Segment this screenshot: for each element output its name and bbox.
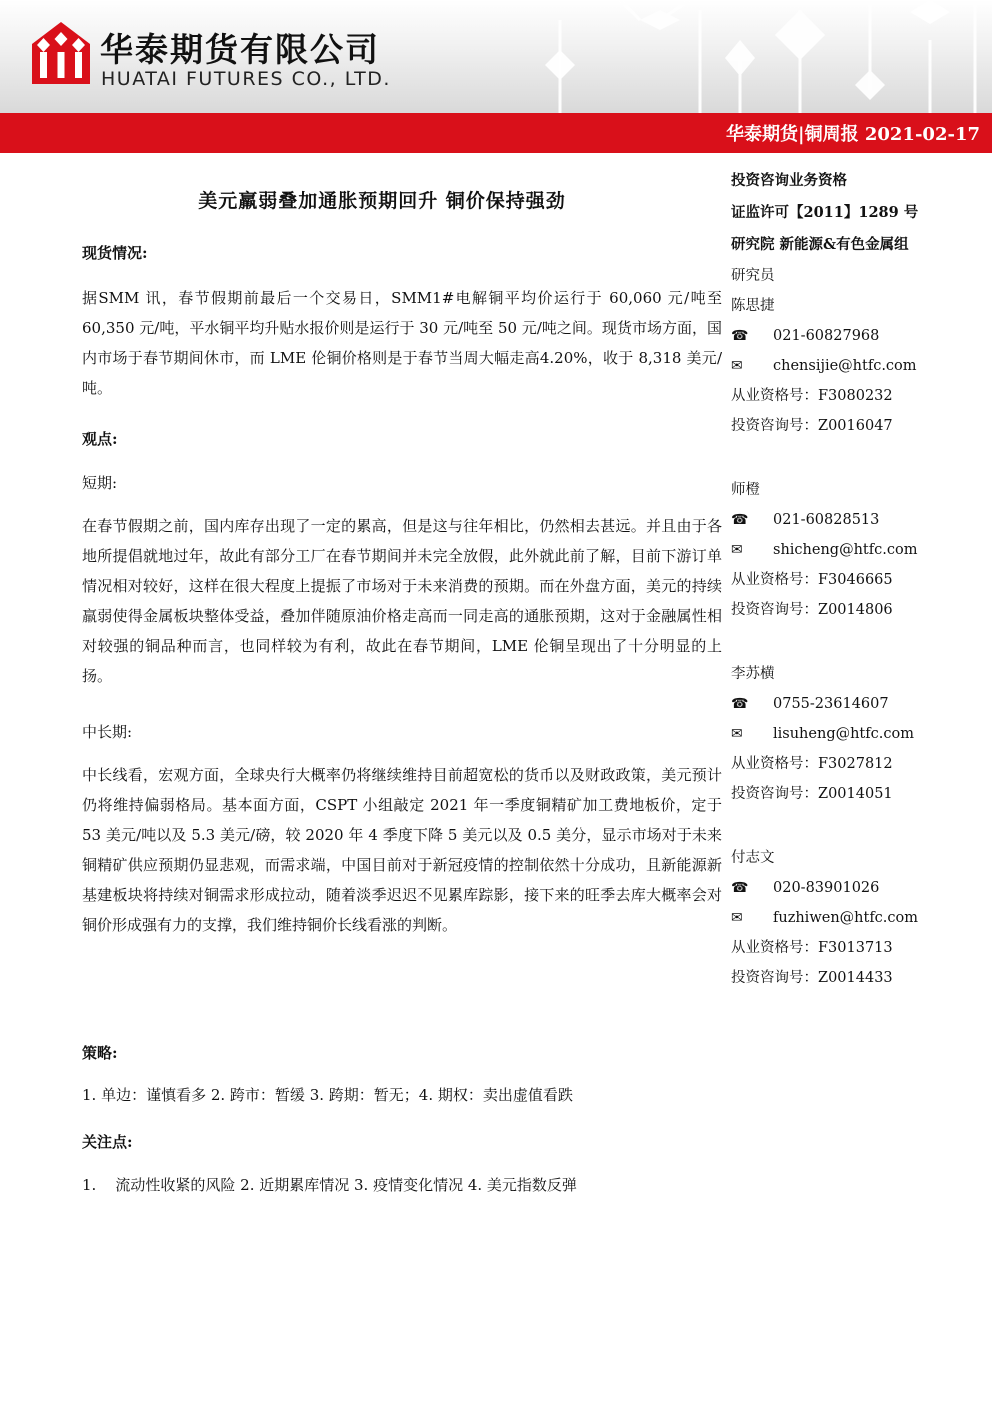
analyst-name: 付志文 [731,850,775,866]
spot-paragraph: 据SMM 讯，春节假期前最后一个交易日，SMM1#电解铜平均价运行于 60,060 元/吨至 60,350 元/吨，平水铜平均升贴水报价则是运行于 30 元/吨至 50 元/吨之间。现货市场方面，国内市场于春节期间休市，而 LME 伦铜价格则是于春节当周大幅走高4.20%，收于 8,318 美元/吨。 [82,289,722,397]
short-term-label: 短期: [82,474,118,492]
mid-long-term-paragraph: 中长线看，宏观方面，全球央行大概率仍将继续维持目前超宽松的货币以及财政政策，美元预计仍将维持偏弱格局。基本面方面，CSPT 小组敲定 2021 年一季度铜精矿加工费地板价，定于 53 美元/吨以及 5.3 美元/磅，较 2020 年 4 季度下降 5 美元以及 0.5 美分，显示市场对于未来铜精矿供应预期仍显悲观，而需求端，中国目前对于新冠疫情的控制依然十分成功，且新能源新基建板块将持续对铜需求形成拉动，随着淡季迟迟不见累库踪影，接下来的旺季去库大概率会对铜价形成强有力的支撑，我们维持铜价长线看涨的判断。 [82,766,722,934]
role-label: 研究员 [731,268,775,284]
email-icon: ✉ [731,910,743,926]
analyst-phone: 021-60827968 [773,328,880,344]
analyst-card [731,659,981,809]
report-title: 美元羸弱叠加通胀预期回升 铜价保持强劲 [198,190,566,212]
phone-icon: ☎ [731,328,749,344]
analyst-name: 李苏横 [731,666,775,682]
analyst-card [731,291,981,441]
mid-long-term-label: 中长期: [82,723,133,741]
strategy-text: 1. 单边：谨慎看多 2. 跨市：暂缓 3. 跨期：暂无；4. 期权：卖出虚值看跌 [82,1086,573,1104]
report-bar [0,113,992,153]
phone-icon: ☎ [731,880,749,896]
email-icon: ✉ [731,726,743,742]
analyst-consult-number: 投资咨询号：Z0014051 [731,786,893,802]
short-term-paragraph: 在春节假期之前，国内库存出现了一定的累高，但是这与往年相比，仍然相去甚远。并且由于各地所提倡就地过年，故此有部分工厂在春节期间并未完全放假，此外就此前了解，目前下游订单情况相对较好，这样在很大程度上提振了市场对于未来消费的预期。而在外盘方面，美元的持续羸弱使得金属板块整体受益，叠加伴随原油价格走高而一同走高的通胀预期，这对于金融属性相对较强的铜品种而言，也同样较为有利，故此在春节期间，LME 伦铜呈现出了十分明显的上扬。 [82,517,722,685]
analyst-license: 从业资格号：F3046665 [731,572,893,588]
department: 研究院 新能源&有色金属组 [731,236,909,253]
spot-heading: 现货情况: [82,244,148,262]
company-logo-icon [32,22,90,84]
focus-heading: 关注点: [82,1133,133,1151]
phone-icon: ☎ [731,512,749,528]
analyst-consult-number: 投资咨询号：Z0016047 [731,418,893,434]
analyst-phone: 020-83901026 [773,880,880,896]
analyst-license: 从业资格号：F3027812 [731,756,893,772]
strategy-heading: 策略: [82,1044,118,1062]
company-name-cn: 华泰期货有限公司 [100,30,380,69]
analyst-email[interactable]: chensijie@htfc.com [773,358,917,374]
qualification-line: 投资咨询业务资格 [731,172,847,189]
focus-text: 1. 流动性收紧的风险 2. 近期累库情况 3. 疫情变化情况 4. 美元指数反弹 [82,1176,577,1194]
analyst-email[interactable]: fuzhiwen@htfc.com [773,910,919,926]
analyst-license: 从业资格号：F3080232 [731,388,893,404]
report-bar-text: 华泰期货|铜周报 2021-02-17 [726,124,980,145]
license-number: 证监许可【2011】1289 号 [731,204,919,221]
email-icon: ✉ [731,542,743,558]
analyst-name: 师橙 [731,482,760,498]
analyst-phone: 0755-23614607 [773,696,889,712]
analyst-email[interactable]: lisuheng@htfc.com [773,726,914,742]
phone-icon: ☎ [731,696,749,712]
company-name-en: HUATAI FUTURES CO., LTD. [101,68,391,90]
analyst-email[interactable]: shicheng@htfc.com [773,542,918,558]
page-header [0,0,992,113]
analyst-consult-number: 投资咨询号：Z0014433 [731,970,893,986]
analyst-card [731,475,981,625]
analyst-phone: 021-60828513 [773,512,880,528]
view-heading: 观点: [82,430,118,448]
analyst-consult-number: 投资咨询号：Z0014806 [731,602,893,618]
analyst-card [731,843,981,993]
email-icon: ✉ [731,358,743,374]
analyst-license: 从业资格号：F3013713 [731,940,893,956]
analyst-name: 陈思捷 [731,298,775,314]
analyst-sidebar [731,165,981,993]
